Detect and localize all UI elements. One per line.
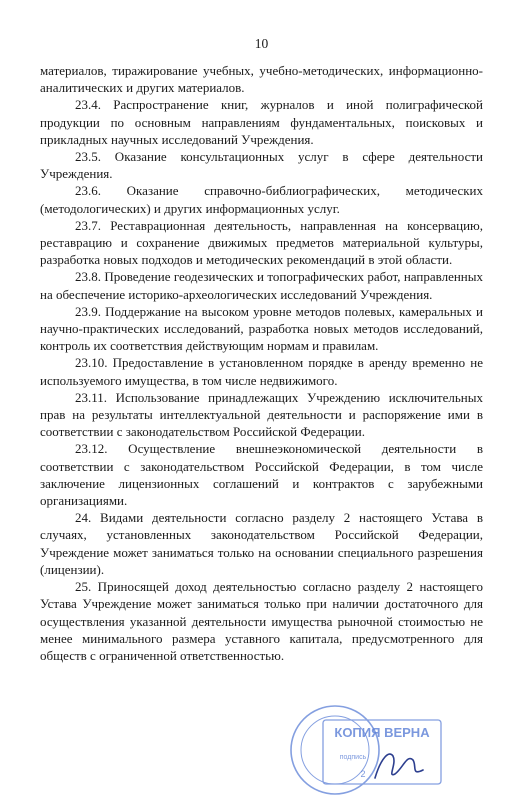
paragraph-25: 25. Приносящей доход деятельностью согласно разделу 2 настоящего Устава Учреждение может заниматься только при наличии достаточного для осуществления указанной деятельности имущества рыночной стоимостью не менее минимального размера уставного капитала, предусмотренного для обществ с ограниченной ответственностью. xyxy=(40,579,483,663)
stamp-title: КОПИЯ ВЕРНА xyxy=(334,725,430,740)
paragraph-23-8: 23.8. Проведение геодезических и топографических работ, направленных на обеспечение историко-археологических исследований Учреждения. xyxy=(40,269,483,302)
document-body xyxy=(40,62,483,664)
paragraph-23-4: 23.4. Распространение книг, журналов и иной полиграфической продукции по основным направлениям фундаментальных, поисковых и прикладных научных исследований Учреждения. xyxy=(40,97,483,147)
paragraph-continuation: материалов, тиражирование учебных, учебно-методических, информационно-аналитических и других материалов. xyxy=(40,63,483,96)
paragraph-24: 24. Видами деятельности согласно разделу 2 настоящего Устава в случаях, установленных законодательством Российской Федерации, Учреждение может заниматься только на основании специального разрешения (лицензии). xyxy=(40,510,483,577)
paragraph-23-6: 23.6. Оказание справочно-библиографических, методических (методологических) и других информационных услуг. xyxy=(40,183,483,216)
paragraph-23-12: 23.12. Осуществление внешнеэкономической деятельности в соответствии с законодательством Российской Федерации, в том числе заключение лицензионных соглашений и контрактов с зарубежными организациями. xyxy=(40,441,483,509)
page-number: 10 xyxy=(254,36,269,51)
signature xyxy=(375,754,423,778)
paragraph-23-11: 23.11. Использование принадлежащих Учреждению исключительных прав на результаты интеллектуальной деятельности и распоряжение ими в соответствии с законодательством Российской Федерации. xyxy=(40,389,483,440)
paragraph-23-5: 23.5. Оказание консультационных услуг в сфере деятельности Учреждения. xyxy=(40,149,483,182)
stamp-caption: подпись xyxy=(339,754,367,761)
paragraph-23-7: 23.7. Реставрационная деятельность, направленная на консервацию, реставрацию и сохранение движимых предметов материальной культуры, разработка новых подходов и методических рекомендаций в этой области. xyxy=(40,217,483,268)
paragraph-23-10: 23.10. Предоставление в установленном порядке в аренду временно не используемого имущества, в том числе недвижимого. xyxy=(40,355,483,388)
paragraph-23-9: 23.9. Поддержание на высоком уровне методов полевых, камеральных и научно-практических исследований, разработка новых методов исследований, контроль их соответствия действующим нормам и правилам. xyxy=(40,303,483,354)
stamp-digit: 2 xyxy=(360,769,366,779)
certification-stamp xyxy=(283,680,453,798)
